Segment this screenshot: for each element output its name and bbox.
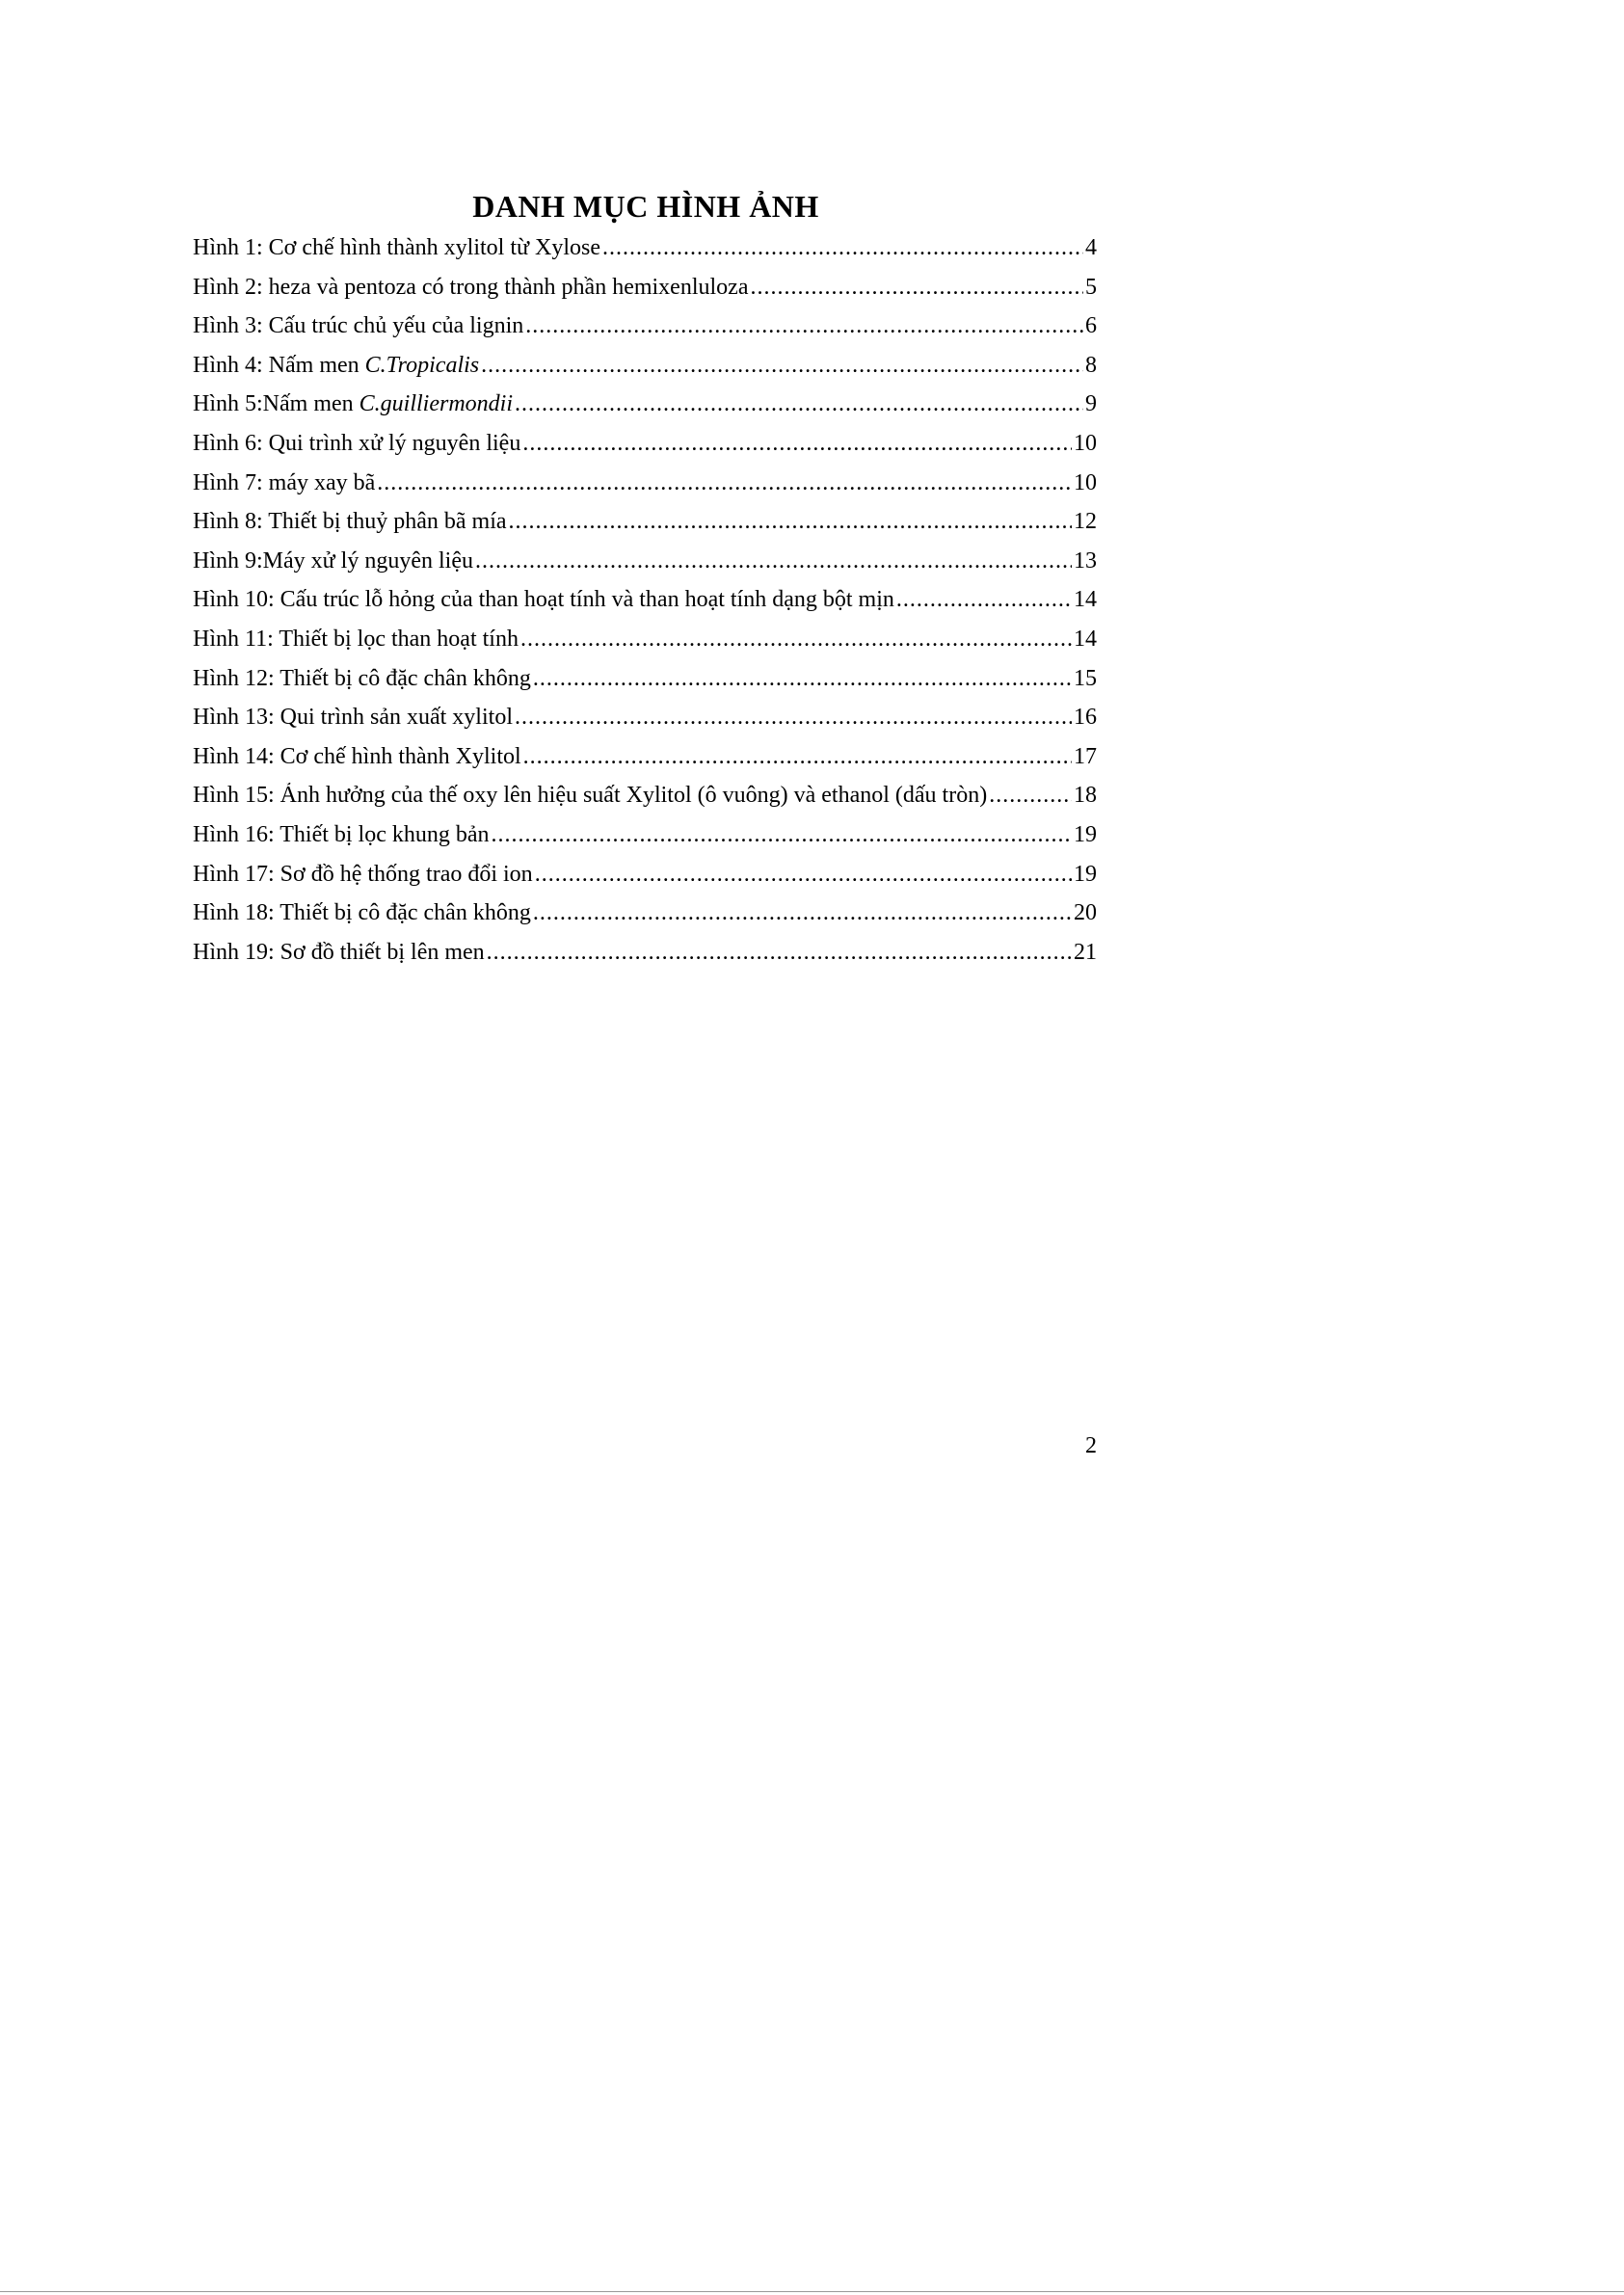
toc-entry-title [193,744,521,770]
dot-leader [522,431,1072,457]
dot-leader [492,822,1072,848]
toc-entry[interactable] [193,587,1097,627]
toc-entry-caption: Hình 17: Sơ đồ hệ thống trao đổi ion [193,861,533,887]
toc-entry[interactable] [193,940,1097,979]
toc-entry[interactable] [193,822,1097,862]
toc-entry[interactable] [193,900,1097,940]
toc-entry-page-number: 10 [1074,469,1097,495]
toc-entry-page-number: 21 [1074,939,1097,965]
dot-leader [896,587,1072,613]
dot-leader [989,783,1072,809]
toc-entry[interactable] [193,470,1097,510]
toc-entry-page-number: 14 [1074,626,1097,652]
toc-entry-title [193,470,375,496]
toc-entry-caption: Hình 6: Qui trình xử lý nguyên liệu [193,430,521,456]
dot-leader [515,705,1072,731]
toc-entry-caption: Hình 14: Cơ chế hình thành Xylitol [193,743,521,769]
toc-entry[interactable] [193,862,1097,901]
toc-entry-page-number: 19 [1074,861,1097,887]
page-title: DANH MỤC HÌNH ẢNH [472,189,819,224]
dot-leader [509,509,1072,535]
toc-entry-title [193,822,490,848]
toc-entry-caption: Hình 19: Sơ đồ thiết bị lên men [193,939,485,965]
dot-leader [533,666,1072,692]
toc-entry-page-number: 18 [1074,783,1097,809]
toc-entry-page-number: 6 [1085,313,1097,339]
toc-entry-page-number: 12 [1074,509,1097,535]
toc-entry-title [193,587,894,613]
toc-entry-caption: Hình 5:Nấm men [193,391,359,417]
toc-entry-caption: Hình 12: Thiết bị cô đặc chân không [193,665,531,691]
dot-leader [515,391,1083,417]
toc-entry-title [193,509,507,535]
toc-entry-caption: Hình 4: Nấm men [193,352,365,378]
toc-entry-title [193,431,520,457]
dot-leader [520,627,1072,653]
toc-entry-title [193,235,600,261]
toc-entry-caption: Hình 2: heza và pentoza có trong thành phần hemixenluloza [193,274,749,300]
toc-entry[interactable] [193,705,1097,744]
toc-entry-title [193,705,513,731]
toc-entry-title [193,862,533,888]
toc-entry-title [193,391,513,417]
toc-entry-page-number: 17 [1074,743,1097,769]
toc-entry-caption: Hình 18: Thiết bị cô đặc chân không [193,900,531,926]
toc-entry-caption: Hình 16: Thiết bị lọc khung bản [193,821,490,847]
toc-entry-page-number: 14 [1074,587,1097,613]
toc-entry-caption: Hình 13: Qui trình sản xuất xylitol [193,705,513,731]
toc-entry[interactable] [193,509,1097,548]
toc-entry-caption: Hình 10: Cấu trúc lỗ hỏng của than hoạt tính và than hoạt tính dạng bột mịn [193,587,894,613]
dot-leader [481,353,1083,379]
figure-list [193,235,1097,978]
toc-entry-title [193,783,987,809]
toc-entry-page-number: 19 [1074,821,1097,847]
toc-entry[interactable] [193,431,1097,470]
toc-entry[interactable] [193,783,1097,822]
toc-entry-caption: Hình 1: Cơ chế hình thành xylitol từ Xylose [193,235,600,260]
toc-entry-page-number: 9 [1085,391,1097,417]
toc-entry[interactable] [193,627,1097,666]
toc-entry-page-number: 8 [1085,352,1097,378]
toc-entry-species-name: C.Tropicalis [364,352,480,378]
dot-leader [602,235,1083,261]
toc-entry-page-number: 20 [1074,900,1097,926]
toc-entry-page-number: 5 [1085,274,1097,300]
toc-entry-title [193,900,531,926]
toc-entry-caption: Hình 9:Máy xử lý nguyên liệu [193,547,473,574]
toc-entry-title [193,313,523,339]
page-number: 2 [1085,1433,1097,1458]
toc-entry-caption: Hình 11: Thiết bị lọc than hoạt tính [193,626,519,652]
toc-entry[interactable] [193,391,1097,431]
page-bottom-edge [0,2291,1624,2292]
toc-entry-page-number: 13 [1074,547,1097,574]
toc-entry[interactable] [193,744,1097,784]
toc-entry[interactable] [193,275,1097,314]
dot-leader [750,275,1083,301]
toc-entry-title [193,627,519,653]
toc-entry-title [193,940,485,966]
dot-leader [535,862,1072,888]
toc-entry-caption: Hình 3: Cấu trúc chủ yếu của lignin [193,313,524,339]
toc-entry[interactable] [193,666,1097,706]
toc-entry[interactable] [193,548,1097,588]
dot-leader [525,313,1083,339]
toc-entry-page-number: 16 [1074,705,1097,731]
toc-entry-caption: Hình 7: máy xay bã [193,469,376,495]
toc-entry[interactable] [193,235,1097,275]
toc-entry-title [193,548,473,574]
dot-leader [487,940,1072,966]
toc-entry-page-number: 10 [1074,430,1097,456]
toc-entry[interactable] [193,313,1097,353]
toc-entry[interactable] [193,353,1097,392]
toc-entry-page-number: 4 [1085,235,1097,260]
toc-entry-caption: Hình 15: Ảnh hưởng của thế oxy lên hiệu suất Xylitol (ô vuông) và ethanol (dấu tròn) [193,783,988,809]
dot-leader [533,900,1072,926]
toc-entry-title [193,275,748,301]
toc-entry-page-number: 15 [1074,665,1097,691]
toc-entry-title [193,666,531,692]
dot-leader [377,470,1072,496]
dot-leader [523,744,1072,770]
dot-leader [475,548,1072,574]
toc-entry-title [193,353,479,379]
toc-entry-caption: Hình 8: Thiết bị thuỷ phân bã mía [193,509,507,535]
toc-entry-species-name: C.guilliermondii [359,391,513,417]
